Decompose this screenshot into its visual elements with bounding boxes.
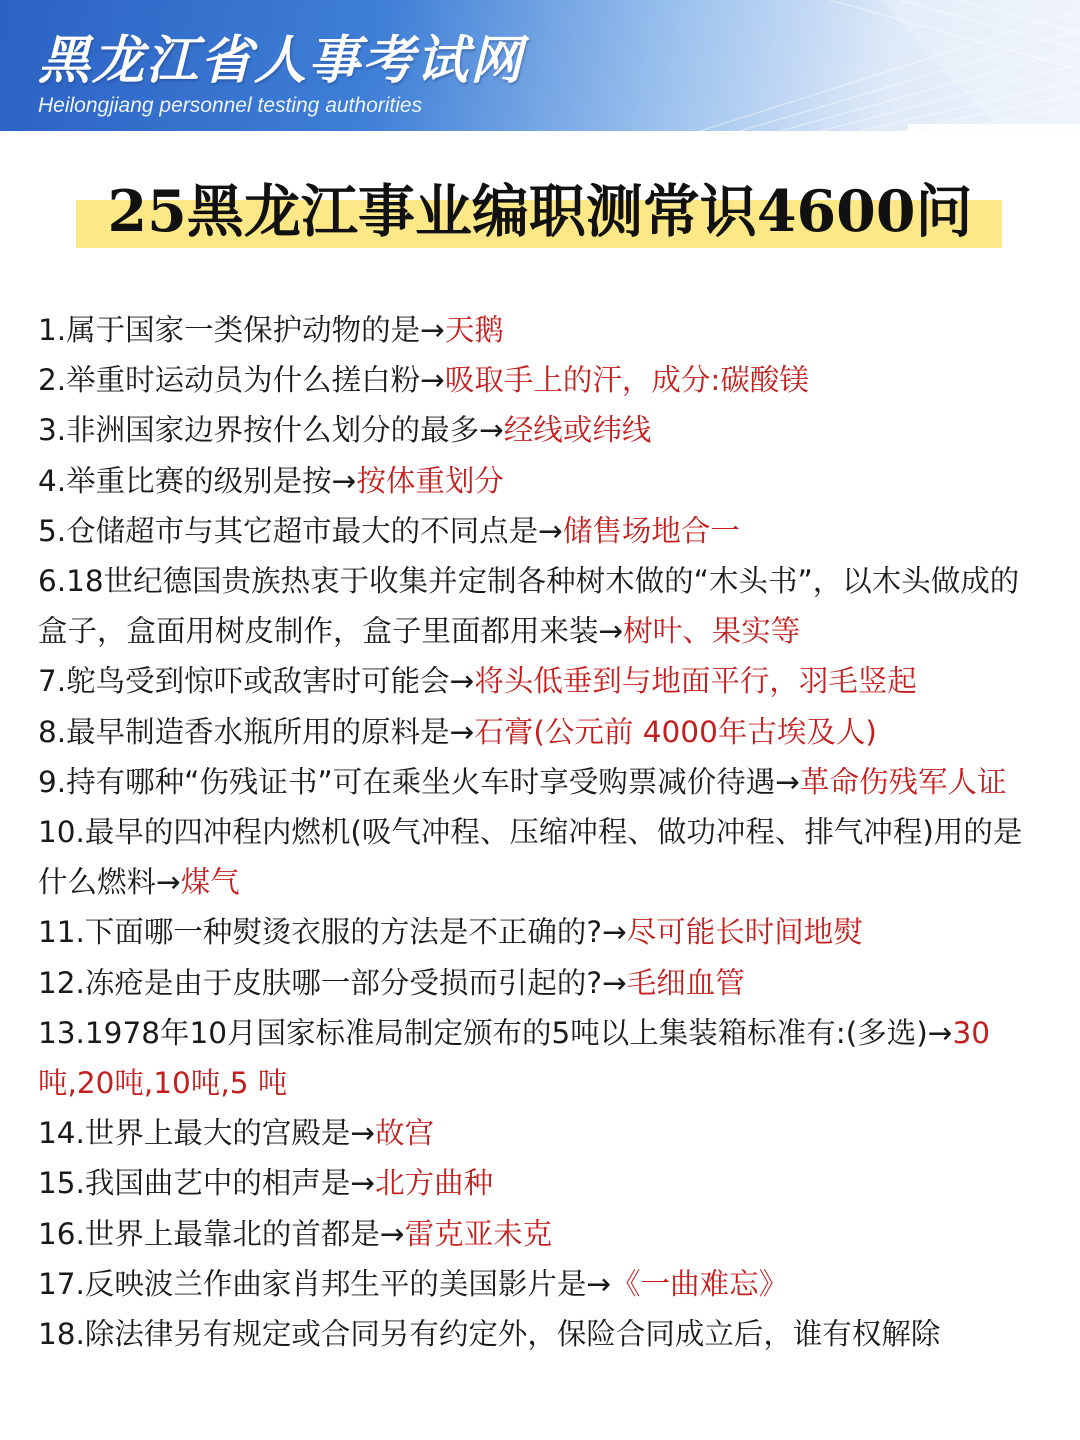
question-text: 15.我国曲艺中的相声是→ (38, 1166, 376, 1201)
list-item (38, 1158, 1048, 1208)
answer-text: 石膏(公元前 4000年古埃及人) (474, 714, 877, 749)
list-item (38, 405, 1048, 455)
question-text: 4.举重比赛的级别是按→ (38, 463, 357, 498)
question-text: 6.18世纪德国贵族热衷于收集并定制各种树木做的“木头书”，以木头做成的盒子，盒面用树皮制作，盒子里面都用来装→ (38, 564, 1020, 649)
question-text: 17.反映波兰作曲家肖邦生平的美国影片是→ (38, 1266, 612, 1301)
question-text: 14.世界上最大的宫殿是→ (38, 1116, 376, 1151)
question-text: 5.仓储超市与其它超市最大的不同点是→ (38, 513, 563, 548)
list-item (38, 305, 1048, 355)
list-item (38, 456, 1048, 506)
question-text: 13.1978年10月国家标准局制定颁布的5吨以上集装箱标准有:(多选)→ (38, 1015, 953, 1050)
list-item (38, 1108, 1048, 1158)
answer-text: 煤气 (180, 865, 240, 900)
answer-text: 储售场地合一 (562, 513, 740, 548)
page-title: 25黑龙江事业编职测常识4600问 (107, 178, 973, 245)
list-item (38, 656, 1048, 706)
question-text: 16.世界上最靠北的首都是→ (38, 1216, 405, 1251)
list-item (38, 556, 1048, 656)
answer-text: 革命伤残军人证 (799, 764, 1007, 799)
answer-text: 经线或纬线 (503, 413, 652, 448)
question-text: 1.属于国家一类保护动物的是→ (38, 313, 445, 347)
list-item (38, 1259, 1048, 1309)
question-text: 11.下面哪一种熨烫衣服的方法是不正确的?→ (38, 915, 627, 950)
question-text: 2.举重时运动员为什么搓白粉→ (38, 363, 445, 398)
list-item (38, 1309, 1048, 1359)
header-banner (0, 0, 1080, 131)
question-text: 12.冻疮是由于皮肤哪一部分受损而引起的?→ (38, 965, 627, 1000)
answer-text: 北方曲种 (375, 1166, 494, 1201)
question-text: 8.最早制造香水瓶所用的原料是→ (38, 714, 475, 749)
question-text: 3.非洲国家边界按什么划分的最多→ (38, 413, 504, 448)
answer-text: 吸取手上的汗，成分:碳酸镁 (444, 363, 809, 398)
title-block (0, 170, 1080, 260)
list-item (38, 807, 1048, 907)
answer-text: 30吨,20吨,10吨,5 吨 (38, 1015, 991, 1101)
qa-list (38, 305, 1048, 1359)
list-item (38, 506, 1048, 556)
answer-text: 树叶、果实等 (623, 614, 801, 649)
answer-text: 按体重划分 (356, 463, 504, 498)
list-item (38, 907, 1048, 957)
site-title: 黑龙江省人事考试网 (38, 31, 525, 91)
answer-text: 天鹅 (444, 313, 504, 347)
question-text: 10.最早的四冲程内燃机(吸气冲程、压缩冲程、做功冲程、排气冲程)用的是什么燃料→ (38, 815, 1023, 900)
answer-text: 尽可能长时间地熨 (626, 915, 863, 950)
answer-text: 毛细血管 (626, 965, 745, 1000)
list-item (38, 757, 1048, 807)
answer-text: 将头低垂到与地面平行，羽毛竖起 (474, 664, 917, 699)
answer-text: 《一曲难忘》 (611, 1266, 789, 1301)
answer-text: 故宫 (375, 1116, 435, 1151)
list-item (38, 1209, 1048, 1259)
answer-text: 雷克亚未克 (404, 1216, 553, 1251)
list-item (38, 958, 1048, 1008)
question-text: 18.除法律另有规定或合同另有约定外，保险合同成立后，谁有权解除 (38, 1317, 941, 1352)
list-item (38, 1008, 1048, 1108)
site-subtitle: Heilongjiang personnel testing authorities (38, 94, 423, 117)
list-item (38, 355, 1048, 405)
question-text: 7.鸵鸟受到惊吓或敌害时可能会→ (38, 664, 475, 699)
list-item (38, 707, 1048, 757)
question-text: 9.持有哪种“伤残证书”可在乘坐火车时享受购票减价待遇→ (38, 764, 800, 799)
